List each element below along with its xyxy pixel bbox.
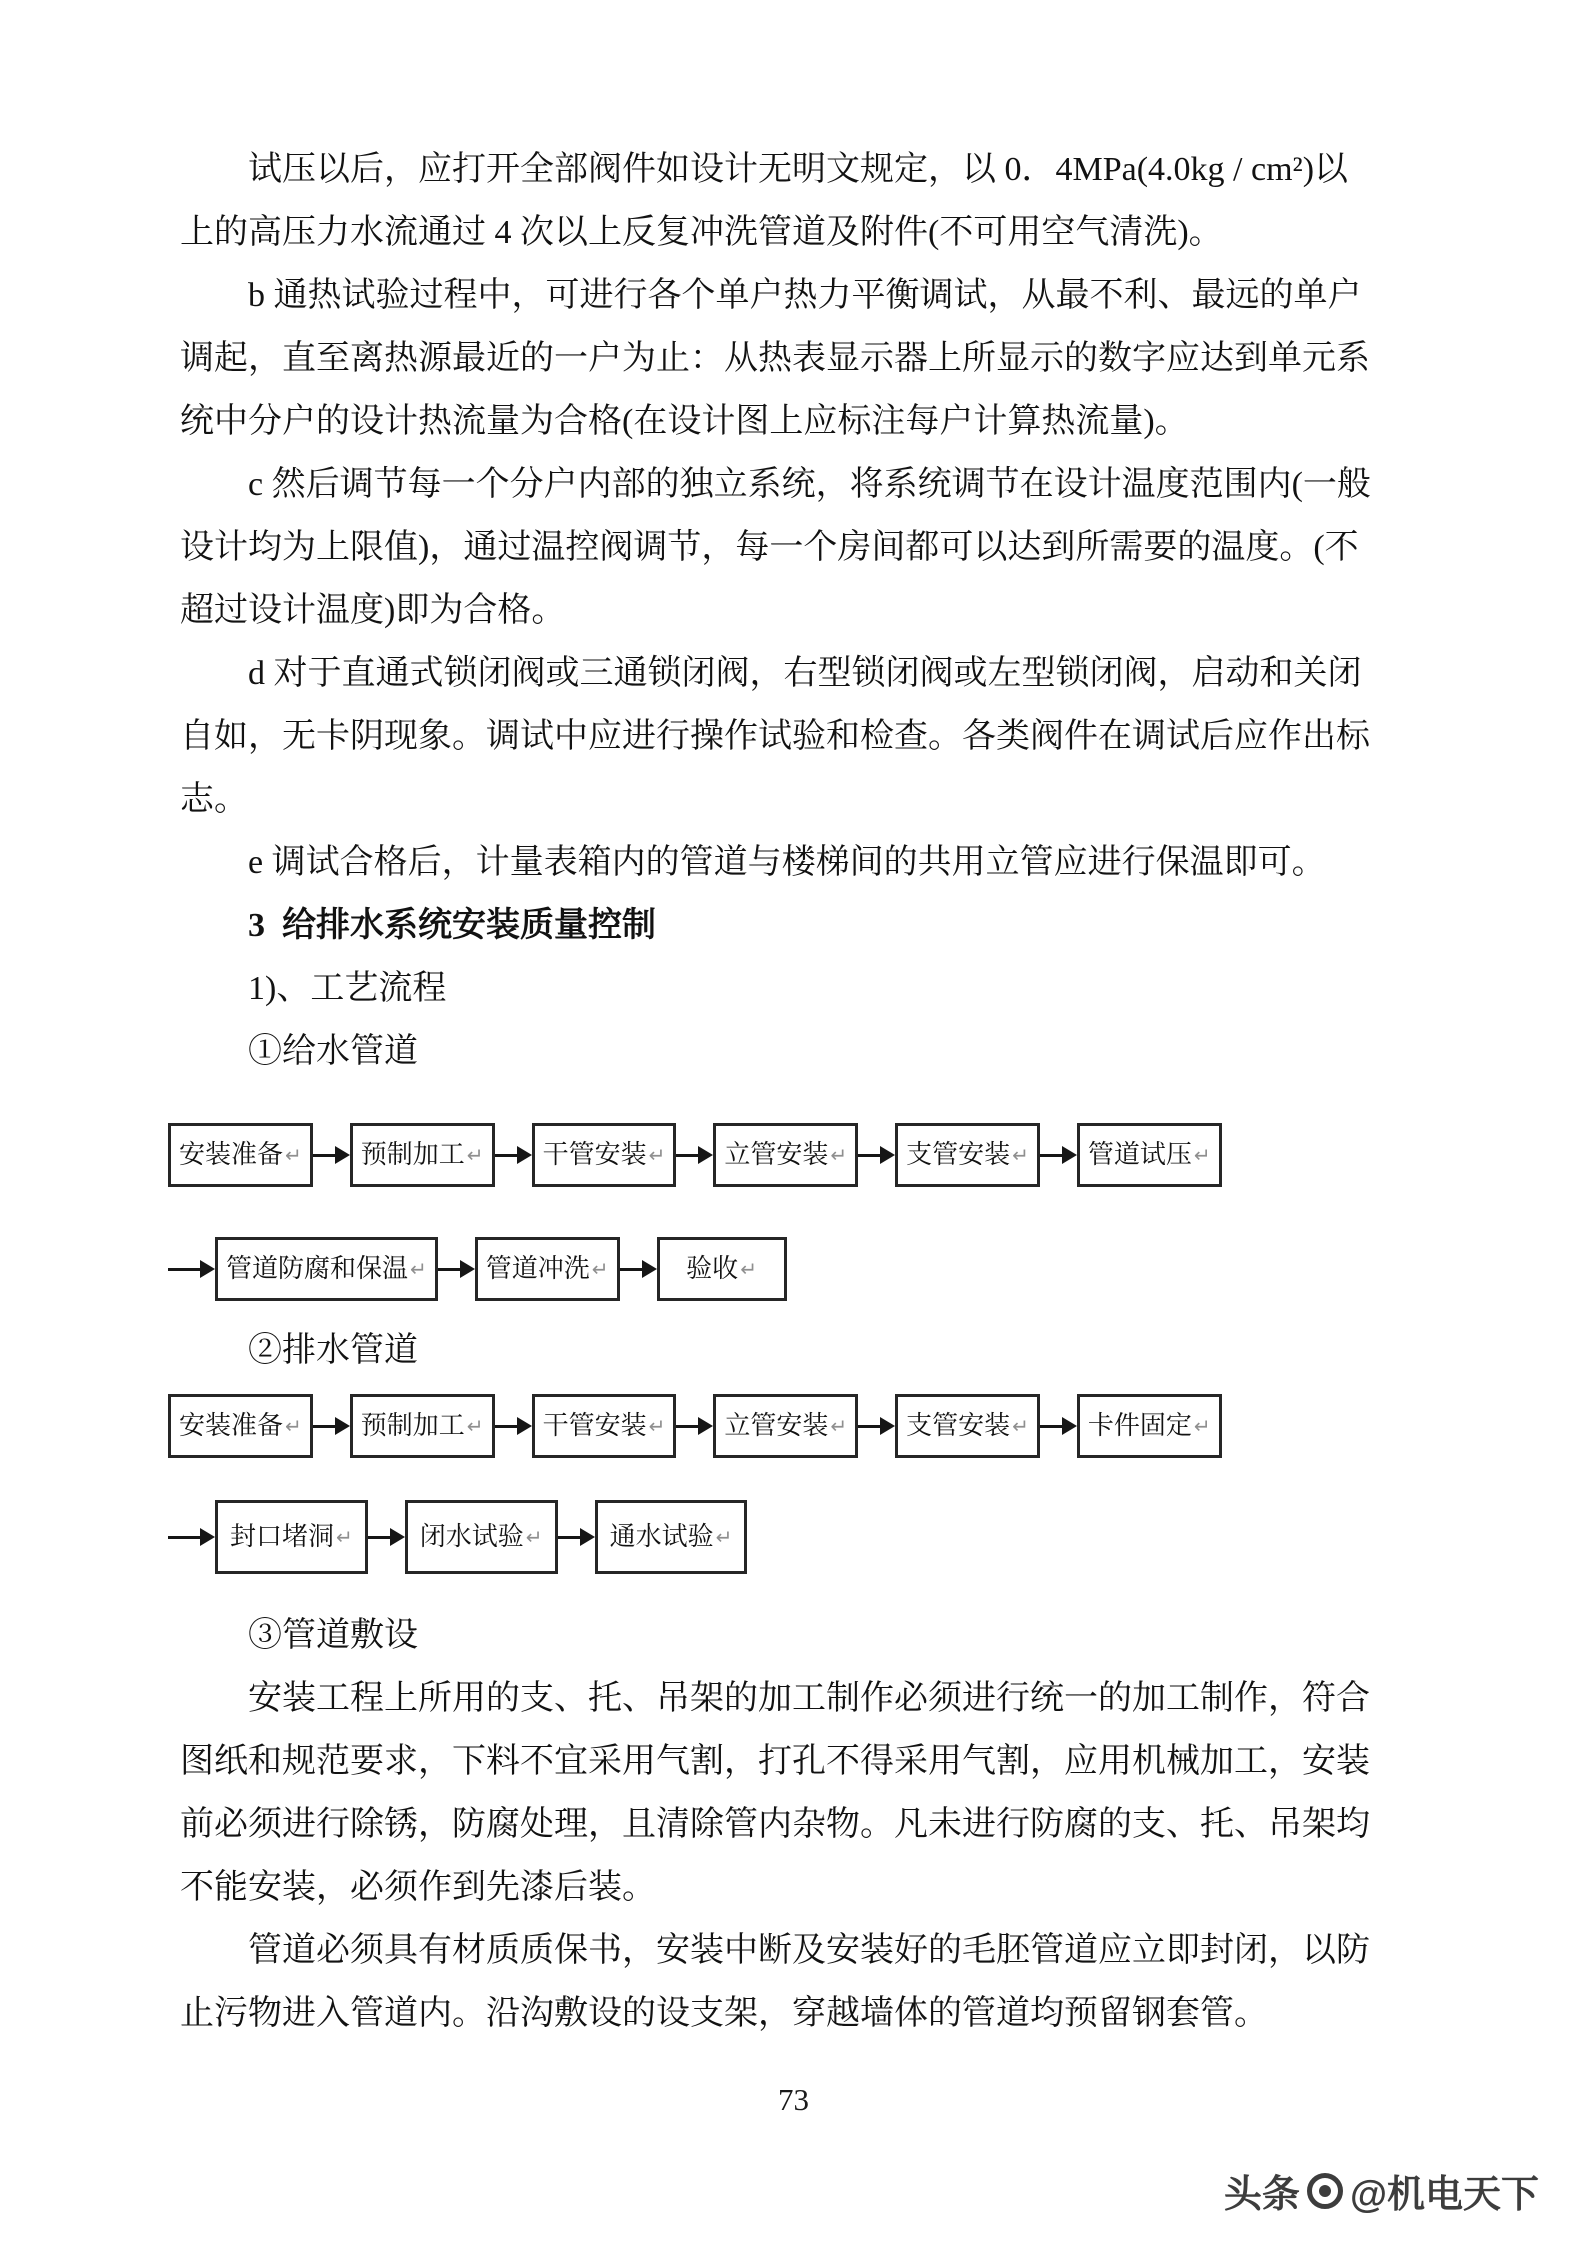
- text-line: 管道必须具有材质质保书，安装中断及安装好的毛胚管道应立即封闭，以防: [248, 1932, 1370, 1969]
- para-item-e: [180, 831, 1417, 894]
- flow-arrow-shaft: [1040, 1425, 1062, 1428]
- text-line: 超过设计温度)即为合格。: [180, 592, 566, 629]
- text-line: 安装工程上所用的支、托、吊架的加工制作必须进行统一的加工制作，符合: [248, 1680, 1370, 1717]
- text-line: d 对于直通式锁闭阀或三通锁闭阀，右型锁闭阀或左型锁闭阀，启动和关闭: [248, 655, 1362, 692]
- flow-step-label: 管道防腐和保温: [226, 1254, 409, 1283]
- text-line: b 通热试验过程中，可进行各个单户热力平衡调试，从最不利、最远的单户: [248, 277, 1362, 314]
- flow-step-label: 闭水试验: [419, 1522, 524, 1551]
- return-mark-icon: ↵: [285, 1414, 302, 1438]
- text-line: 自如，无卡阴现象。调试中应进行操作试验和检查。各类阀件在调试后应作出标: [180, 718, 1370, 755]
- flow-arrow-head: [1062, 1146, 1077, 1164]
- flow-step-box: [350, 1123, 495, 1187]
- flow-arrow-icon: [438, 1260, 475, 1278]
- flow-step-box: [350, 1394, 495, 1458]
- flow-step-box: [168, 1394, 313, 1458]
- text-line: ③管道敷设: [248, 1617, 418, 1654]
- text-line: ①给水管道: [248, 1033, 418, 1070]
- flow-arrow-icon: [313, 1417, 350, 1435]
- flowchart-drain-row-1: [168, 1394, 1417, 1458]
- flow-step-box: [895, 1394, 1040, 1458]
- flow-arrow-head: [335, 1417, 350, 1435]
- text-line: 上的高压力水流通过 4 次以上反复冲洗管道及附件(不可用空气清洗)。: [180, 214, 1223, 251]
- return-mark-icon: ↵: [466, 1414, 484, 1438]
- flow-step-box: [1077, 1394, 1222, 1458]
- flow-step-label: 立管安装: [724, 1140, 829, 1169]
- flow-arrow-head: [200, 1260, 215, 1278]
- flow-arrow-shaft: [495, 1425, 517, 1428]
- flow-step-box: [657, 1237, 787, 1301]
- label-process-flow: [180, 957, 1417, 1020]
- watermark-brand: 头条: [1223, 2174, 1300, 2216]
- flow-arrow-icon: [368, 1528, 405, 1546]
- return-mark-icon: ↵: [830, 1414, 848, 1438]
- flow-step-label: 管道冲洗: [485, 1254, 590, 1283]
- flow-step-label: 立管安装: [724, 1411, 829, 1440]
- flow-step-box: [713, 1394, 858, 1458]
- flow-step-label: 管道试压: [1087, 1140, 1192, 1169]
- flow-arrow-shaft: [168, 1536, 200, 1539]
- flow-arrow-shaft: [495, 1154, 517, 1157]
- text-line: 试压以后，应打开全部阀件如设计无明文规定，以 0．4MPa(4.0kg / cm²)以: [248, 151, 1349, 188]
- flow-step-box: [475, 1237, 620, 1301]
- flow-arrow-head: [698, 1417, 713, 1435]
- flow-arrow-head: [642, 1260, 657, 1278]
- flow-arrow-shaft: [676, 1425, 698, 1428]
- flow-arrow-head: [335, 1146, 350, 1164]
- text-line: 前必须进行除锈，防腐处理，且清除管内杂物。凡未进行防腐的支、托、吊架均: [180, 1806, 1370, 1843]
- flow-step-label: 安装准备: [179, 1411, 284, 1440]
- watermark-logo-icon: [1307, 2173, 1343, 2209]
- flow-arrow-icon: [313, 1146, 350, 1164]
- return-mark-icon: ↵: [740, 1257, 757, 1281]
- flow-arrow-icon: [168, 1528, 215, 1546]
- flow-step-label: 卡件固定: [1087, 1411, 1192, 1440]
- flow-arrow-icon: [858, 1417, 895, 1435]
- return-mark-icon: ↵: [466, 1143, 484, 1167]
- text-line: 调起，直至离热源最近的一户为止：从热表显示器上所显示的数字应达到单元系: [180, 340, 1370, 377]
- return-mark-icon: ↵: [715, 1525, 733, 1549]
- text-line: e 调试合格后，计量表箱内的管道与楼梯间的共用立管应进行保温即可。: [248, 844, 1326, 881]
- return-mark-icon: ↵: [648, 1414, 666, 1438]
- flow-arrow-icon: [168, 1260, 215, 1278]
- return-mark-icon: ↵: [285, 1143, 302, 1167]
- flow-step-box: [168, 1123, 313, 1187]
- flow-arrow-head: [390, 1528, 405, 1546]
- text-line: 3 给排水系统安装质量控制: [248, 907, 656, 944]
- flowchart-water-row-2: [168, 1237, 1417, 1301]
- flow-arrow-head: [460, 1260, 475, 1278]
- watermark-logo-dot: [1319, 2185, 1331, 2197]
- flow-step-label: 验收: [686, 1254, 739, 1283]
- label-drain-pipe: [180, 1319, 1417, 1382]
- flow-arrow-shaft: [368, 1536, 390, 1539]
- para-pipe-quality: [180, 1919, 1417, 2045]
- return-mark-icon: ↵: [648, 1143, 666, 1167]
- label-pipe-laying: [180, 1604, 1417, 1667]
- flow-arrow-shaft: [168, 1268, 200, 1271]
- watermark-handle: @机电天下: [1349, 2174, 1539, 2216]
- flow-step-box: [1077, 1123, 1222, 1187]
- text-line: 1)、工艺流程: [248, 970, 447, 1007]
- flow-step-box: [405, 1500, 558, 1574]
- return-mark-icon: ↵: [1012, 1143, 1029, 1167]
- flowchart-drain-row-2: [168, 1500, 1417, 1574]
- flow-arrow-head: [517, 1417, 532, 1435]
- flow-step-box: [532, 1394, 677, 1458]
- text-line: c 然后调节每一个分户内部的独立系统，将系统调节在设计温度范围内(一般: [248, 466, 1371, 503]
- flow-arrow-shaft: [620, 1268, 642, 1271]
- flow-arrow-icon: [1040, 1146, 1077, 1164]
- flow-arrow-shaft: [1040, 1154, 1062, 1157]
- return-mark-icon: ↵: [830, 1143, 848, 1167]
- watermark: [1224, 2163, 1539, 2218]
- flow-arrow-head: [880, 1417, 895, 1435]
- flow-step-label: 通水试验: [609, 1522, 714, 1551]
- flow-step-label: 支管安装: [906, 1140, 1011, 1169]
- flow-step-label: 预制加工: [360, 1411, 465, 1440]
- page-number: 73: [778, 2082, 809, 2117]
- para-pressure-test: [180, 138, 1417, 264]
- flow-step-label: 干管安装: [542, 1140, 647, 1169]
- return-mark-icon: ↵: [525, 1525, 543, 1549]
- label-water-supply-pipe: [180, 1020, 1417, 1083]
- flow-arrow-shaft: [313, 1425, 335, 1428]
- flow-arrow-shaft: [558, 1536, 580, 1539]
- flow-arrow-icon: [858, 1146, 895, 1164]
- flowchart-water-row-1: [168, 1123, 1417, 1187]
- para-item-c: [180, 453, 1417, 642]
- flow-arrow-shaft: [858, 1425, 880, 1428]
- flow-arrow-icon: [495, 1417, 532, 1435]
- flow-arrow-head: [1062, 1417, 1077, 1435]
- flow-arrow-head: [517, 1146, 532, 1164]
- text-line: 设计均为上限值)，通过温控阀调节，每一个房间都可以达到所需要的温度。(不: [180, 529, 1359, 566]
- flow-arrow-icon: [620, 1260, 657, 1278]
- flow-arrow-shaft: [858, 1154, 880, 1157]
- flow-arrow-icon: [495, 1146, 532, 1164]
- flow-step-box: [713, 1123, 858, 1187]
- flow-step-label: 干管安装: [542, 1411, 647, 1440]
- flow-step-box: [532, 1123, 677, 1187]
- flow-arrow-shaft: [438, 1268, 460, 1271]
- flow-arrow-shaft: [313, 1154, 335, 1157]
- flow-arrow-icon: [676, 1417, 713, 1435]
- flow-step-label: 预制加工: [360, 1140, 465, 1169]
- flow-step-box: [215, 1237, 438, 1301]
- return-mark-icon: ↵: [1193, 1143, 1211, 1167]
- flow-arrow-icon: [558, 1528, 595, 1546]
- text-line: 图纸和规范要求，下料不宜采用气割，打孔不得采用气割，应用机械加工，安装: [180, 1743, 1370, 1780]
- para-item-d: [180, 642, 1417, 831]
- return-mark-icon: ↵: [336, 1525, 353, 1549]
- flow-arrow-head: [200, 1528, 215, 1546]
- flow-step-box: [895, 1123, 1040, 1187]
- flow-arrow-head: [580, 1528, 595, 1546]
- flow-arrow-head: [880, 1146, 895, 1164]
- text-line: 止污物进入管道内。沿沟敷设的设支架，穿越墙体的管道均预留钢套管。: [180, 1995, 1268, 2032]
- text-line: 志。: [180, 781, 248, 818]
- heading-section-3: [180, 894, 1417, 957]
- para-item-b: [180, 264, 1417, 453]
- flow-arrow-icon: [676, 1146, 713, 1164]
- return-mark-icon: ↵: [410, 1257, 427, 1281]
- para-support-fabrication: [180, 1667, 1417, 1919]
- return-mark-icon: ↵: [591, 1257, 609, 1281]
- flow-step-label: 封口堵洞: [230, 1522, 335, 1551]
- text-line: ②排水管道: [248, 1332, 418, 1369]
- text-line: 不能安装，必须作到先漆后装。: [180, 1869, 656, 1906]
- return-mark-icon: ↵: [1012, 1414, 1029, 1438]
- flow-arrow-head: [698, 1146, 713, 1164]
- flow-arrow-icon: [1040, 1417, 1077, 1435]
- return-mark-icon: ↵: [1193, 1414, 1211, 1438]
- flow-step-box: [215, 1500, 368, 1574]
- flow-arrow-shaft: [676, 1154, 698, 1157]
- flow-step-label: 支管安装: [906, 1411, 1011, 1440]
- flow-step-box: [595, 1500, 748, 1574]
- flow-step-label: 安装准备: [179, 1140, 284, 1169]
- text-line: 统中分户的设计热流量为合格(在设计图上应标注每户计算热流量)。: [180, 403, 1189, 440]
